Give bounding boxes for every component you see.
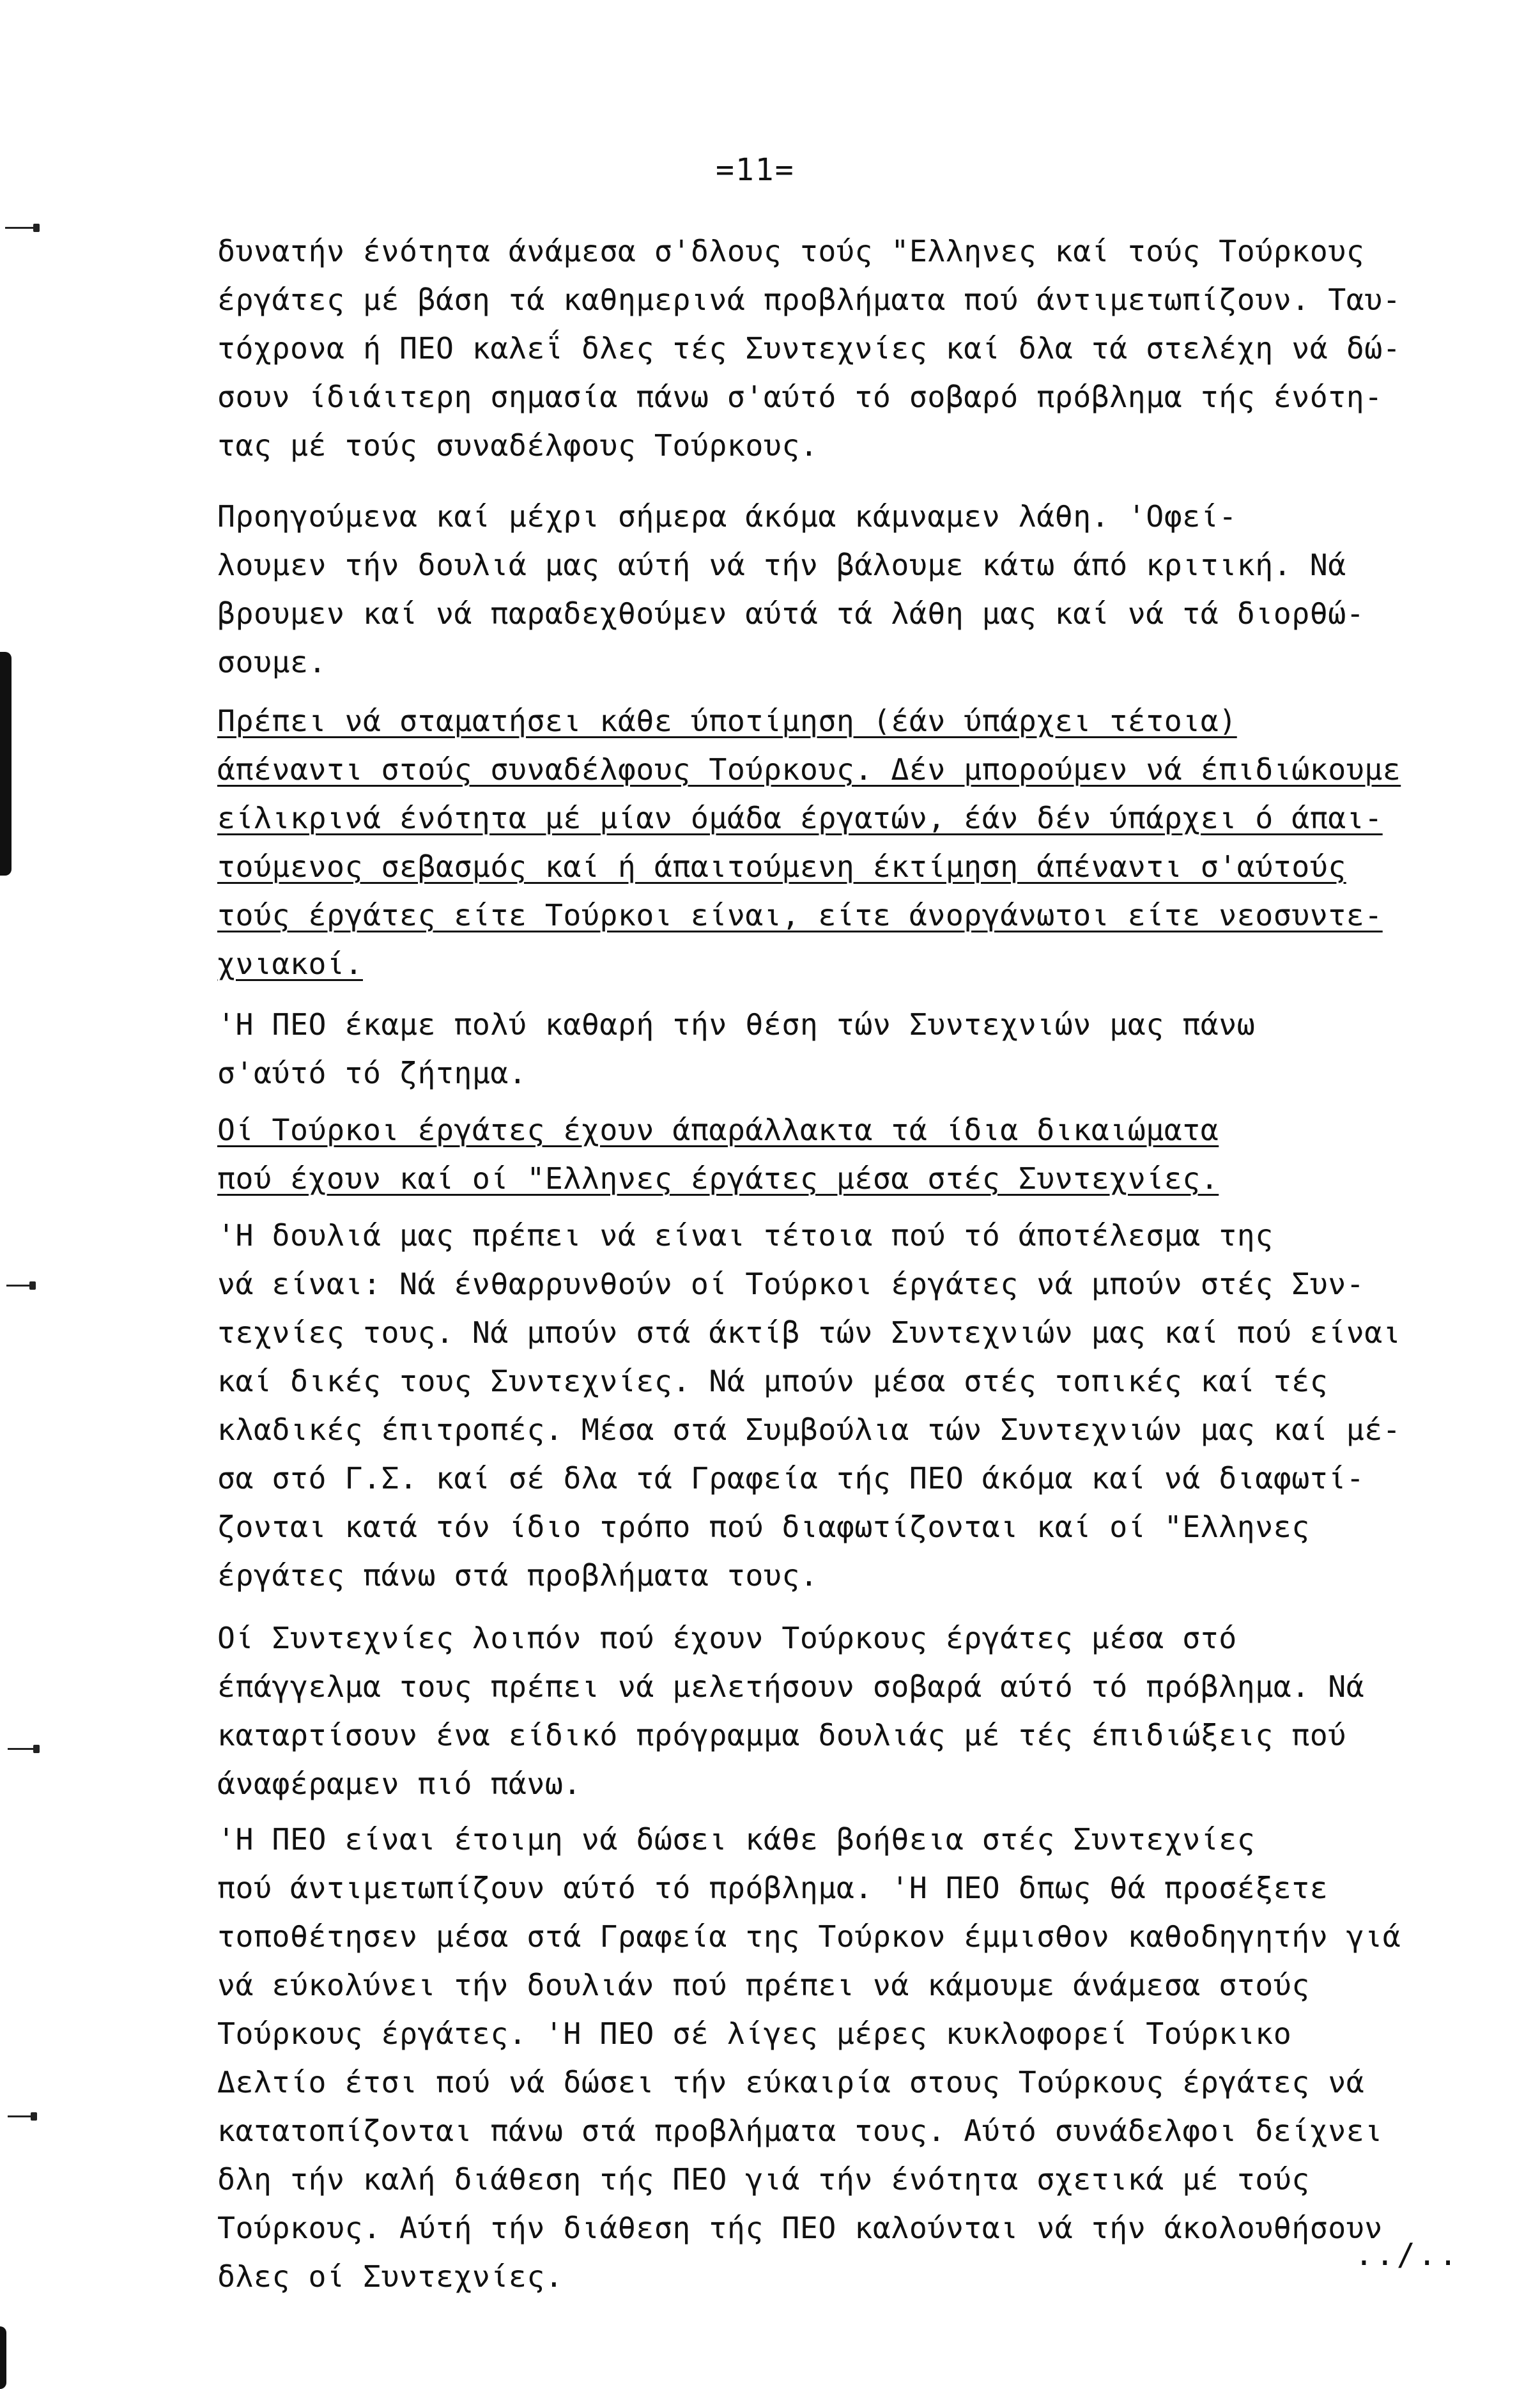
- paragraph-7: Οί Συντεχνίες λοιπόν πού έχουν Τούρκους έργάτες μέσα στό έπάγγελμα τους πρέπει νά μελετήσουν σοβαρά αύτό τό πρόβλημα. Νά καταρτίσουν ένα είδικό πρόγραμμα δουλιάς μέ τές έπιδιώξεις πού άναφέραμεν πιό πάνω.: [217, 1621, 1365, 1801]
- paragraph-6: 'Η δουλιά μας πρέπει νά είναι τέτοια πού τό άποτέλεσμα της νά είναι: Νά ένθαρρυνθούν οί Τούρκοι έργάτες νά μπούν στές Συν- τεχνίες τους. Νά μπούν στά άκτίβ τών Συντεχνιών μας καί πού είναι καί δικές τους Συντεχνίες. Νά μπούν μέσα στές τοπικές καί τές κλαδικές έπιτροπές. Μέσα στά Συμβούλια τών Συντεχνιών μας καί μέ- σα στό Γ.Σ. καί σέ δλα τά Γραφεία τής ΠΕΟ άκόμα καί νά διαφωτί- ζονται κατά τόν ίδιο τρόπο πού διαφωτίζονται καί οί "Ελληνες έργάτες πάνω στά προβλήματα τους.: [217, 1218, 1401, 1593]
- paragraph-2: Προηγούμενα καί μέχρι σήμερα άκόμα κάμναμεν λάθη. 'Οφεί- λουμεν τήν δουλιά μας αύτή νά τήν βάλουμε κάτω άπό κριτική. Νά βρουμεν καί νά παραδεχθούμεν αύτά τά λάθη μας καί νά τά διορθώ- σουμε.: [217, 499, 1365, 679]
- page-number: =11=: [716, 152, 795, 188]
- scan-edge: [0, 2326, 6, 2389]
- margin-mark: [5, 227, 36, 229]
- margin-mark: [6, 1285, 32, 1287]
- paragraph-5-underlined: Οί Τούρκοι έργάτες έχουν άπαράλλακτα τά ίδια δικαιώματα πού έχουν καί οί "Ελληνες έργάτες μέσα στές Συντεχνίες.: [217, 1113, 1219, 1196]
- margin-mark: [8, 1748, 36, 1750]
- margin-mark: [8, 2115, 33, 2117]
- continuation-marker: ../..: [1355, 2237, 1460, 2273]
- scan-edge: [0, 652, 12, 876]
- paragraph-3-underlined: Πρέπει νά σταματήσει κάθε ύποτίμηση (έάν ύπάρχει τέτοια) άπέναντι στούς συναδέλφους Τούρκους. Δέν μπορούμεν νά έπιδιώκουμε είλικρινά ένότητα μέ μίαν όμάδα έργατών, έάν δέν ύπάρχει ό άπαι- τούμενος σεβασμός καί ή άπαιτούμενη έκτίμηση άπέναντι σ'αύτούς τούς έργάτες είτε Τούρκοι είναι, είτε άνοργάνωτοι είτε νεοσυντε- χνιακοί.: [217, 704, 1401, 981]
- paragraph-4: 'Η ΠΕΟ έκαμε πολύ καθαρή τήν θέση τών Συντεχνιών μας πάνω σ'αύτό τό ζήτημα.: [217, 1007, 1256, 1090]
- paragraph-1: δυνατήν ένότητα άνάμεσα σ'δλους τούς "Ελληνες καί τούς Τούρκους έργάτες μέ βάση τά καθημερινά προβλήματα πού άντιμετωπίζουν. Ταυ- τόχρονα ή ΠΕΟ καλεΐ δλες τές Συντεχνίες καί δλα τά στελέχη νά δώ- σουν ίδιάιτερη σημασία πάνω σ'αύτό τό σοβαρό πρόβλημα τής ένότη- τας μέ τούς συναδέλφους Τούρκους.: [217, 234, 1401, 463]
- paragraph-8: 'Η ΠΕΟ είναι έτοιμη νά δώσει κάθε βοήθεια στές Συντεχνίες πού άντιμετωπίζουν αύτό τό πρόβλημα. 'Η ΠΕΟ δπως θά προσέξετε τοποθέτησεν μέσα στά Γραφεία της Τούρκον έμμισθον καθοδηγητήν γιά νά εύκολύνει τήν δουλιάν πού πρέπει νά κάμουμε άνάμεσα στούς Τούρκους έργάτες. 'Η ΠΕΟ σέ λίγες μέρες κυκλοφορεί Τούρκικο Δελτίο έτσι πού νά δώσει τήν εύκαιρία στους Τούρκους έργάτες νά κατατοπίζονται πάνω στά προβλήματα τους. Αύτό συνάδελφοι δείχνει δλη τήν καλή διάθεση τής ΠΕΟ γιά τήν ένότητα σχετικά μέ τούς Τούρκους. Αύτή τήν διάθεση τής ΠΕΟ καλούνται νά τήν άκολουθήσουν δλες οί Συντεχνίες.: [217, 1822, 1401, 2294]
